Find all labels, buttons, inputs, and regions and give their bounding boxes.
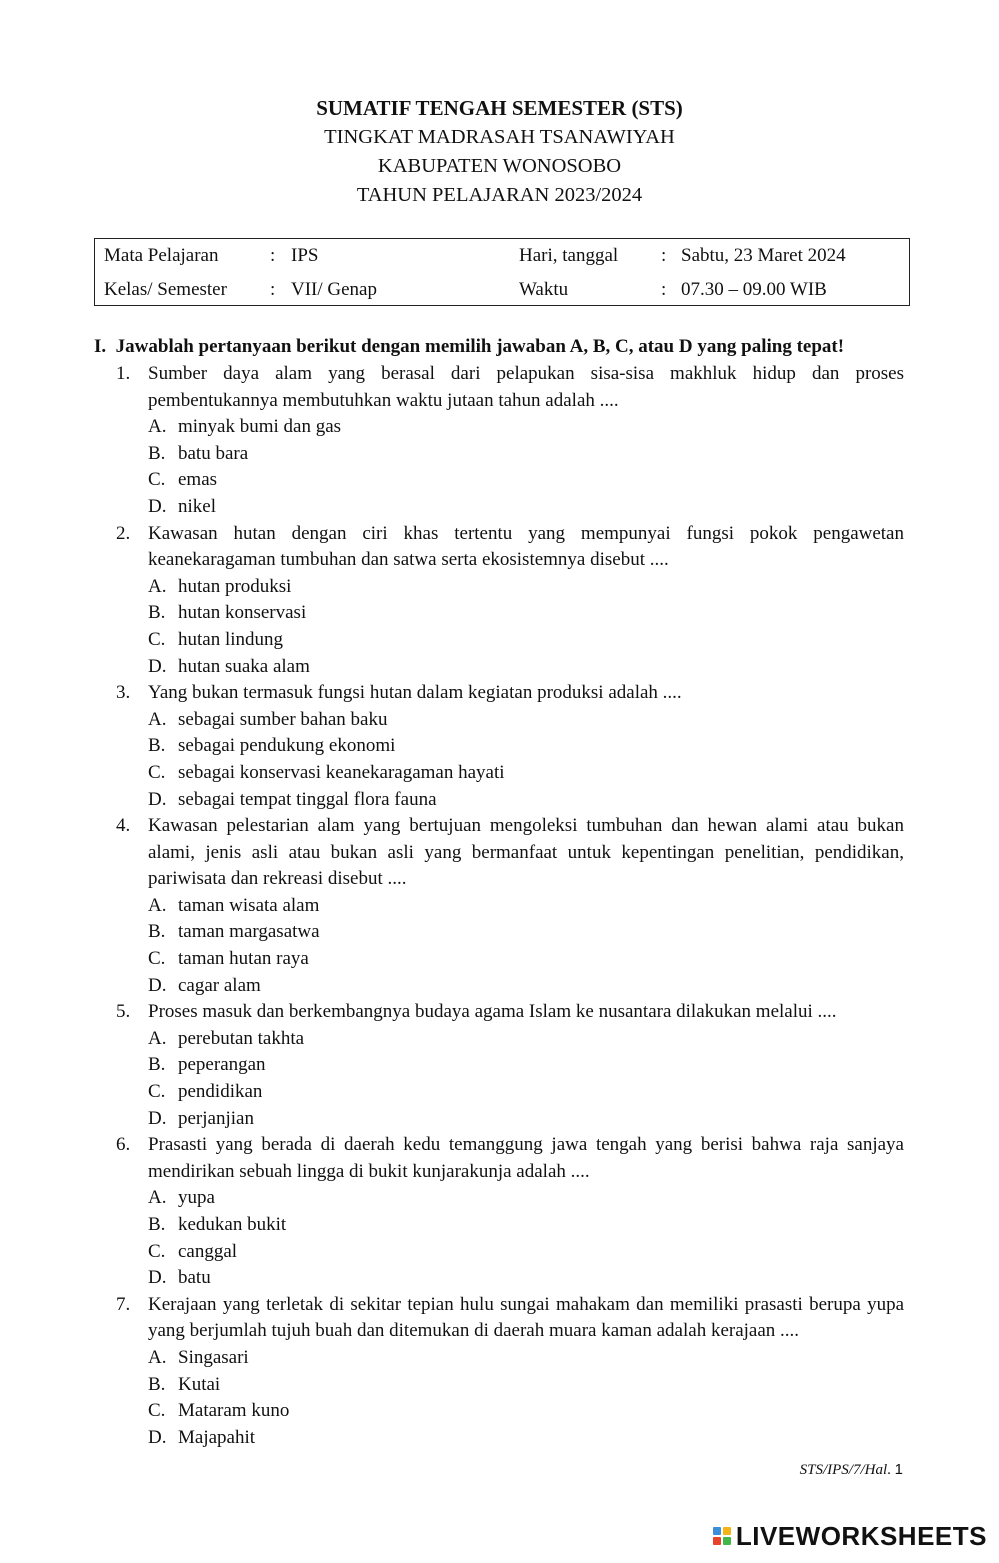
option-text: hutan konservasi bbox=[178, 602, 307, 624]
option-text: taman wisata alam bbox=[178, 894, 320, 916]
option-letter: C. bbox=[148, 761, 166, 783]
option-letter: B. bbox=[148, 1373, 166, 1395]
option-item[interactable] bbox=[148, 787, 904, 814]
exam-year: TAHUN PELAJARAN 2023/2024 bbox=[356, 184, 643, 206]
option-item[interactable] bbox=[148, 494, 904, 521]
question-text: Kawasan pelestarian alam yang bertujuan mengoleksi tumbuhan dan hewan alami atau bukan alami, jenis asli atau bukan asli yang bermanfaat untuk kepentingan penelitian, pendidikan, pariwisata dan rekreasi disebut .... bbox=[148, 815, 904, 890]
hari-label: Hari, tanggal bbox=[519, 245, 619, 266]
option-item[interactable] bbox=[148, 707, 904, 734]
option-text: sebagai konservasi keanekaragaman hayati bbox=[178, 761, 505, 783]
option-letter: A. bbox=[148, 1346, 167, 1368]
kelas-colon: : bbox=[270, 279, 276, 300]
option-text: hutan suaka alam bbox=[178, 655, 310, 677]
logo-grid-icon bbox=[713, 1527, 731, 1545]
hari-value: Sabtu, 23 Maret 2024 bbox=[681, 245, 846, 266]
option-text: cagar alam bbox=[178, 974, 261, 996]
option-text: Singasari bbox=[178, 1346, 249, 1368]
question-number: 6. bbox=[116, 1134, 131, 1156]
option-text: peperangan bbox=[178, 1054, 266, 1076]
option-text: perebutan takhta bbox=[178, 1027, 305, 1049]
footer-dot: . bbox=[887, 1462, 891, 1478]
question-text: Prasasti yang berada di daerah kedu temanggung jawa tengah yang berisi bahwa raja sanjaya mendirikan sebuah lingga di bukit kunjarakunja adalah .... bbox=[148, 1134, 904, 1182]
option-item[interactable] bbox=[148, 1026, 904, 1053]
option-letter: C. bbox=[148, 1240, 166, 1262]
waktu-colon: : bbox=[661, 279, 667, 300]
option-text: hutan lindung bbox=[178, 628, 284, 650]
option-letter: C. bbox=[148, 1081, 166, 1103]
hari-colon: : bbox=[661, 245, 667, 266]
page-footer bbox=[800, 1461, 903, 1479]
option-text: batu bbox=[178, 1267, 211, 1289]
option-text: Kutai bbox=[178, 1373, 221, 1395]
page-number: 1 bbox=[894, 1461, 903, 1478]
option-text: emas bbox=[178, 469, 218, 491]
exam-title: SUMATIF TENGAH SEMESTER (STS) bbox=[316, 96, 683, 120]
exam-info-table bbox=[94, 238, 910, 306]
option-item[interactable] bbox=[148, 760, 904, 787]
kelas-value: VII/ Genap bbox=[291, 279, 377, 300]
option-letter: D. bbox=[148, 974, 167, 996]
option-letter: B. bbox=[148, 921, 166, 943]
question-item bbox=[94, 1292, 904, 1452]
exam-region: KABUPATEN WONOSOBO bbox=[377, 155, 622, 177]
option-item[interactable] bbox=[148, 733, 904, 760]
option-letter: A. bbox=[148, 1187, 167, 1209]
option-text: taman margasatwa bbox=[178, 921, 320, 943]
mapel-value: IPS bbox=[291, 245, 319, 266]
option-text: kedukan bukit bbox=[178, 1214, 287, 1235]
option-item[interactable] bbox=[148, 1425, 904, 1452]
option-text: sebagai pendukung ekonomi bbox=[178, 735, 396, 757]
option-item[interactable] bbox=[148, 1398, 904, 1425]
option-item[interactable] bbox=[148, 1052, 904, 1079]
question-item bbox=[94, 1132, 904, 1292]
option-text: nikel bbox=[178, 495, 216, 517]
question-text: Yang bukan termasuk fungsi hutan dalam kegiatan produksi adalah .... bbox=[148, 682, 682, 704]
exam-header bbox=[0, 94, 999, 210]
logo-square bbox=[723, 1527, 731, 1535]
option-item[interactable] bbox=[148, 600, 904, 627]
option-text: yupa bbox=[178, 1187, 215, 1209]
option-item[interactable] bbox=[148, 973, 904, 1000]
waktu-value: 07.30 – 09.00 WIB bbox=[681, 279, 827, 300]
option-item[interactable] bbox=[148, 441, 904, 468]
section-instruction bbox=[94, 336, 844, 358]
option-item[interactable] bbox=[148, 946, 904, 973]
option-letter: D. bbox=[148, 788, 167, 810]
waktu-label: Waktu bbox=[519, 279, 569, 300]
option-letter: D. bbox=[148, 1267, 167, 1289]
option-item[interactable] bbox=[148, 1265, 904, 1292]
option-letter: D. bbox=[148, 1426, 167, 1448]
option-letter: A. bbox=[148, 416, 167, 438]
option-item[interactable] bbox=[148, 414, 904, 441]
option-letter: C. bbox=[148, 469, 166, 491]
logo-text: LIVEWORKSHEETS bbox=[735, 1521, 987, 1551]
question-list bbox=[94, 361, 904, 1451]
option-text: sebagai sumber bahan baku bbox=[178, 708, 388, 730]
question-item bbox=[94, 521, 904, 681]
option-item[interactable] bbox=[148, 467, 904, 494]
option-letter: C. bbox=[148, 1400, 166, 1422]
question-text: Kerajaan yang terletak di sekitar tepian hulu sungai mahakam dan memiliki prasasti berupa yupa yang berjumlah tujuh buah dan ditemukan di daerah muara kaman adalah kerajaan .... bbox=[148, 1293, 904, 1342]
option-text: batu bara bbox=[178, 442, 249, 464]
option-text: Mataram kuno bbox=[178, 1400, 290, 1422]
option-item[interactable] bbox=[148, 654, 904, 681]
section-text: Jawablah pertanyaan berikut dengan memilih jawaban A, B, C, atau D yang paling tepat! bbox=[115, 336, 845, 357]
option-letter: A. bbox=[148, 1027, 167, 1049]
option-item[interactable] bbox=[148, 893, 904, 920]
question-text: Sumber daya alam yang berasal dari pelapukan sisa-sisa makhluk hidup dan proses pembentukannya membutuhkan waktu jutaan tahun adalah .... bbox=[148, 363, 904, 411]
option-letter: C. bbox=[148, 948, 166, 970]
option-item[interactable] bbox=[148, 1106, 904, 1133]
mapel-label: Mata Pelajaran bbox=[104, 245, 219, 266]
option-letter: D. bbox=[148, 655, 167, 677]
question-text: Kawasan hutan dengan ciri khas tertentu yang mempunyai fungsi pokok pengawetan keanekaragaman tumbuhan dan satwa serta ekosistemnya disebut .... bbox=[148, 522, 904, 571]
logo-square bbox=[713, 1537, 721, 1545]
logo-square bbox=[723, 1537, 731, 1545]
kelas-label: Kelas/ Semester bbox=[104, 279, 227, 300]
option-text: minyak bumi dan gas bbox=[178, 416, 342, 438]
logo-square bbox=[713, 1527, 721, 1535]
option-text: hutan produksi bbox=[178, 575, 292, 597]
option-letter: B. bbox=[148, 735, 166, 757]
option-letter: C. bbox=[148, 628, 166, 650]
option-item[interactable] bbox=[148, 574, 904, 601]
footer-code: STS/IPS/7/Hal bbox=[799, 1462, 888, 1478]
question-number: 5. bbox=[116, 1001, 131, 1023]
question-item bbox=[94, 813, 904, 999]
option-item[interactable] bbox=[148, 1372, 904, 1399]
question-number: 4. bbox=[116, 815, 131, 837]
option-item[interactable] bbox=[148, 627, 904, 654]
option-letter: D. bbox=[148, 1107, 167, 1129]
question-item bbox=[94, 680, 904, 813]
option-text: taman hutan raya bbox=[178, 948, 309, 970]
option-letter: B. bbox=[148, 1054, 166, 1076]
option-item[interactable] bbox=[148, 1212, 904, 1239]
section-number: I. bbox=[94, 336, 107, 357]
option-text: canggal bbox=[178, 1240, 238, 1262]
option-item[interactable] bbox=[148, 1345, 904, 1372]
option-letter: B. bbox=[148, 602, 166, 624]
question-text: Proses masuk dan berkembangnya budaya agama Islam ke nusantara dilakukan melalui .... bbox=[148, 1001, 837, 1023]
option-letter: A. bbox=[148, 894, 167, 916]
option-text: pendidikan bbox=[178, 1081, 263, 1103]
liveworksheets-logo bbox=[713, 1521, 987, 1551]
option-item[interactable] bbox=[148, 1079, 904, 1106]
question-number: 3. bbox=[116, 682, 131, 704]
question-number: 2. bbox=[116, 522, 131, 544]
mapel-colon: : bbox=[270, 245, 276, 266]
option-text: perjanjian bbox=[178, 1107, 254, 1129]
option-letter: B. bbox=[148, 1214, 166, 1235]
exam-level: TINGKAT MADRASAH TSANAWIYAH bbox=[324, 126, 675, 148]
option-letter: D. bbox=[148, 495, 167, 517]
option-item[interactable] bbox=[148, 1185, 904, 1212]
option-text: sebagai tempat tinggal flora fauna bbox=[178, 788, 437, 810]
option-letter: B. bbox=[148, 442, 166, 464]
option-text: Majapahit bbox=[178, 1426, 256, 1448]
question-number: 7. bbox=[116, 1293, 131, 1315]
option-letter: A. bbox=[148, 575, 167, 597]
question-item bbox=[94, 999, 904, 1132]
question-item bbox=[94, 361, 904, 521]
option-item[interactable] bbox=[148, 1239, 904, 1266]
option-item[interactable] bbox=[148, 919, 904, 946]
question-number: 1. bbox=[116, 363, 131, 384]
option-letter: A. bbox=[148, 708, 167, 730]
